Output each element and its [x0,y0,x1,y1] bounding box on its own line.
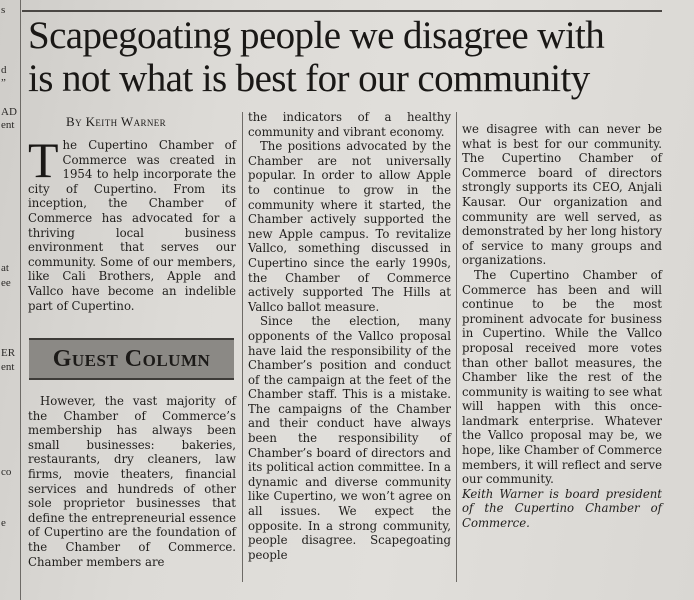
paragraph: Since the election, many opponents of the Vallco proposal have laid the responsibility of the Chamber’s position and conduct of the campaign at the feet of the Chamber staff. This is a mistake. The campaigns of the Chamber and their conduct have always been the responsibility of Chamber’s board of directors and its political action committee. In a dynamic and diverse community like Cupertino, we won’t agree on all issues. We expect the opposite. In a strong community, people disagree. Scapegoating people [248,314,451,562]
edge-fragment: e [1,517,6,529]
paragraph: The Cupertino Chamber of Commerce has been and will continue to be the most prominent advocate for business in Cupertino. While the Vallco proposal received more votes than other ballot measures, the Chamber like the rest of the community is waiting to see what will happen with this once-landmark enterprise. Whatever the Vallco proposal may be, we hope, like Chamber of Commerce members, it will reflect and serve our community. [462,267,662,487]
paragraph: the indicators of a healthy community and vibrant economy. [248,110,451,139]
edge-fragment: ER [1,347,16,359]
edge-fragment: d [1,64,7,76]
column-1-continued [28,394,236,569]
author-bio: Keith Warner is board president of the Cupertino Chamber of Commerce. [462,486,662,531]
drop-cap: T [28,132,59,188]
column-rule [242,112,243,582]
guest-column-label: Guest Column [52,346,211,372]
edge-fragment: ent [1,361,15,373]
lede-paragraph [28,132,236,313]
guest-column-banner [29,338,234,380]
edge-fragment: co [1,466,12,478]
lede-text: he Cupertino Chamber of Commerce was created in 1954 to help incorporate the city of Cupertino. From its inception, the Chamber of Commerce has advocated for a thriving local business environment that serves our community. Some of our members, like Cali Brothers, Apple and Vallco have become an indelible part of Cupertino. [28,138,236,313]
paragraph: The positions advocated by the Chamber are not universally popular. In order to allow Apple to continue to grow in the community where it started, the Chamber actively supported the new Apple campus. To revitalize Vallco, something discussed in Cupertino since the early 1990s, the Chamber of Commerce actively supported The Hills at Vallco ballot measure. [248,139,451,314]
edge-fragment: ee [1,277,11,289]
gutter-rule [20,0,21,600]
edge-fragment: s [1,4,6,16]
column-2 [248,110,451,562]
edge-fragment: AD [1,106,17,118]
edge-fragment: ” [1,77,6,89]
adjacent-column-fragments [0,0,20,600]
top-rule [22,10,662,12]
column-3 [462,122,662,531]
column-rule [456,112,457,582]
column-1-lede [28,132,236,313]
edge-fragment: at [1,262,9,274]
headline: Scapegoating people we disagree with is not what is best for our community [28,14,605,100]
paragraph: However, the vast majority of the Chamber of Commerce’s membership has always been small businesses: bakeries, restaurants, dry cleaners, law firms, movie theaters, financial services and hundreds of other sole proprietor businesses that define the entrepreneurial essence of Cupertino are the foundation of the Chamber of Commerce. Chamber members are [28,394,236,569]
edge-fragment: ent [1,119,15,131]
byline: By Keith Warner [66,114,167,129]
paragraph: we disagree with can never be what is best for our community. The Cupertino Chamber of Commerce board of directors strongly supports its CEO, Anjali Kausar. Our organization and community are well served, as demonstrated by her long history of service to many groups and organizations. [462,122,662,268]
